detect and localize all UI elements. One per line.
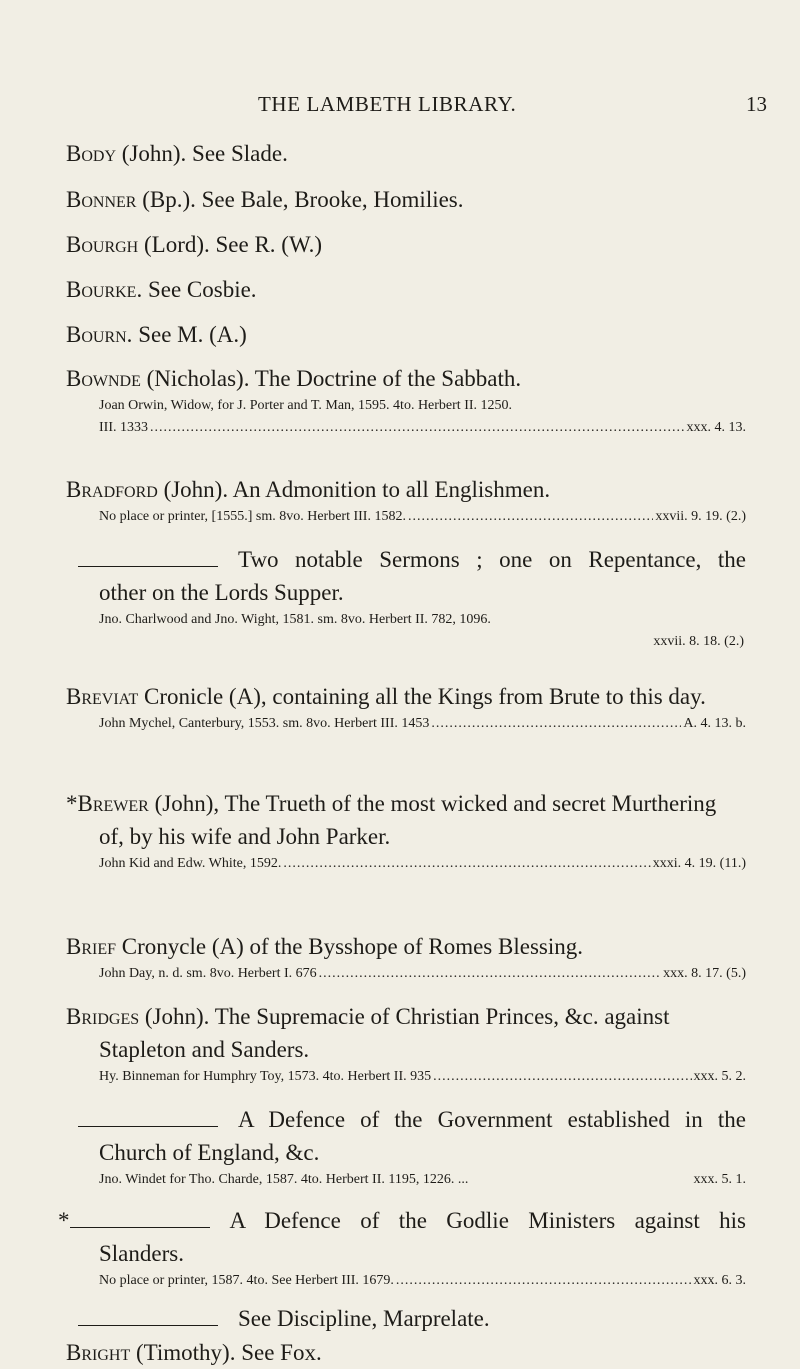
entry-name: Bright [66,1340,131,1365]
entry-bridges-see [66,1302,746,1335]
entry-bradford-sermons [66,543,746,653]
entry-bridges [66,1000,746,1088]
leader-dots [319,963,662,985]
entry-title: A Defence of the Government established in the [238,1107,746,1132]
entry-bourke [66,273,746,306]
entry-name: Bownde [66,366,141,391]
entry-text: (Timothy). See Fox. [135,1340,322,1365]
entry-imprint: Jno. Windet for Tho. Charde, 1587. 4to. Herbert II. 1195, 1226. ... [99,1172,469,1187]
entry-title: (John). An Admonition to all Englishmen. [163,477,551,502]
shelf-reference: xxxi. 4. 19. (11.) [652,856,746,871]
shelf-reference: xxx. 5. 1. [693,1172,746,1187]
leader-dots [150,417,685,439]
entry-title: A Defence of the Godlie Ministers against his [229,1208,746,1233]
ditto-rule [70,1227,210,1228]
entry-name: Bridges [66,1004,140,1029]
shelf-reference: xxx. 6. 3. [693,1273,746,1288]
entry-text: See Cosbie. [147,277,257,302]
entry-imprint: John Day, n. d. sm. 8vo. Herbert I. 676 [99,966,317,981]
entry-title-cont: Slanders. [99,1241,184,1266]
shelf-reference: xxx. 5. 2. [693,1069,746,1084]
entry-title: (John). The Supremacie of Christian Princes, &c. against Stapleton and Sanders. [99,1004,670,1062]
entry-bright [66,1336,746,1369]
entry-name: Brewer [77,791,149,816]
ditto-rule [78,1325,218,1326]
ditto-rule [78,1126,218,1127]
entry-bourgh [66,228,746,261]
entry-text: (Lord). See R. (W.) [143,232,322,257]
entry-imprint: No place or printer, [1555.] sm. 8vo. Herbert III. 1582. [99,509,406,524]
entry-imprint: Hy. Binneman for Humphry Toy, 1573. 4to. Herbert II. 935 [99,1069,432,1084]
entry-title: Cronicle (A), containing all the Kings from Brute to this day. [143,684,706,709]
entry-title: (John), The Trueth of the most wicked and secret Murthering of, by his wife and John Parker. [99,791,717,849]
entry-bourn [66,318,746,351]
asterisk-mark: * [66,791,78,816]
leader-dots [408,506,653,528]
entry-name: Brief [66,934,117,959]
entry-text: See M. (A.) [138,322,247,347]
entry-title-cont: Church of England, &c. [99,1140,320,1165]
entry-name: Bourn. [66,322,133,347]
entry-imprint: John Kid and Edw. White, 1592. [99,856,282,871]
page-number: 13 [746,92,767,116]
shelf-reference: A. 4. 13. b. [683,716,746,731]
entry-name: Body [66,141,117,166]
leader-dots [396,1270,692,1292]
entry-body [66,137,746,170]
entry-text: (Bp.). See Bale, Brooke, Homilies. [142,187,464,212]
page-header [0,92,800,122]
entry-name: Bradford [66,477,158,502]
entry-bridges-defence [66,1103,746,1191]
entry-bradford [66,473,746,528]
entry-bownde [66,362,746,439]
leader-dots [433,1066,691,1088]
entry-bonner [66,183,746,216]
running-head: THE LAMBETH LIBRARY. [258,92,517,116]
entry-title: Two notable Sermons ; one on Repentance, the [238,547,746,572]
shelf-reference: xxx. 8. 17. (5.) [663,966,746,981]
entry-bridges-godlie [58,1204,746,1292]
entry-name: Bonner [66,187,137,212]
entry-imprint: John Mychel, Canterbury, 1553. sm. 8vo. Herbert III. 1453 [99,716,430,731]
entry-cross-reference: See Discipline, Marprelate. [238,1306,490,1331]
entry-title-cont: other on the Lords Supper. [99,580,344,605]
entry-name: Bourgh [66,232,139,257]
shelf-reference: xxx. 4. 13. [686,420,746,435]
entry-text: (John). See Slade. [121,141,288,166]
ditto-rule [78,566,218,567]
entry-title: Cronycle (A) of the Bysshope of Romes Blessing. [121,934,583,959]
entry-breviat [66,680,746,735]
entry-imprint: No place or printer, 1587. 4to. See Herbert III. 1679. [99,1273,394,1288]
entry-brewer [58,787,746,875]
shelf-reference: xxvii. 9. 19. (2.) [655,509,746,524]
entry-brief [66,930,746,985]
asterisk-mark: * [58,1208,70,1233]
entry-name: Bourke. [66,277,143,302]
entry-imprint: Joan Orwin, Widow, for J. Porter and T. Man, 1595. 4to. Herbert II. 1250. [99,398,513,413]
shelf-reference: xxvii. 8. 18. (2.) [653,634,744,649]
entry-title: (Nicholas). The Doctrine of the Sabbath. [146,366,522,391]
entry-name: Breviat [66,684,139,709]
entry-imprint-cont: III. 1333 [99,420,148,435]
leader-dots [283,853,650,875]
leader-dots [431,713,681,735]
entry-imprint: Jno. Charlwood and Jno. Wight, 1581. sm. 8vo. Herbert II. 782, 1096. [99,612,491,627]
